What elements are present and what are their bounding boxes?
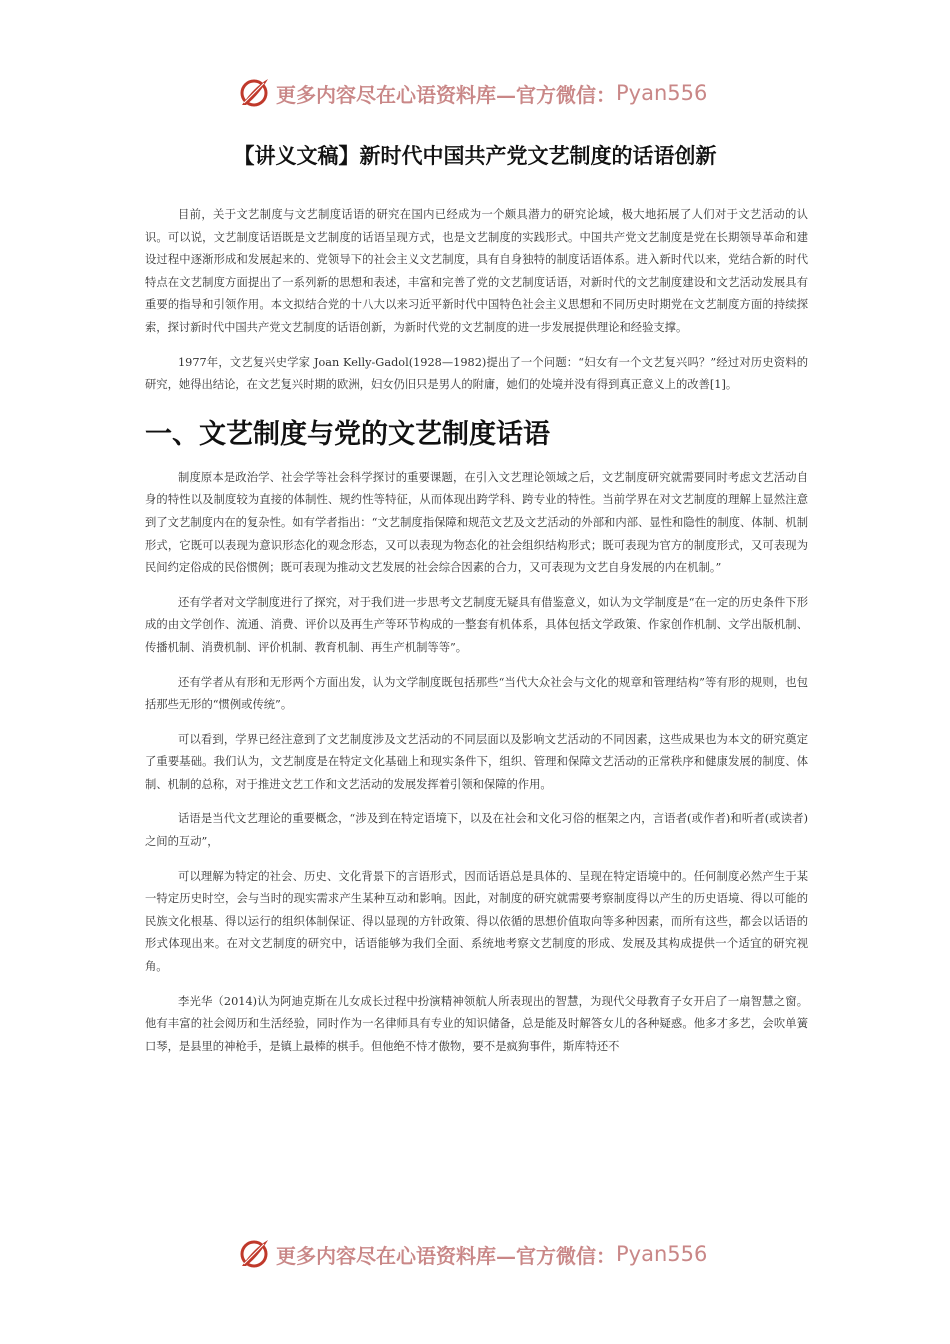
section-1-paragraph-5: 话语是当代文艺理论的重要概念，“涉及到在特定语境下，以及在社会和文化习俗的框架之内，言语者(或作者)和听者(或读者)之间的互动”， <box>145 812 808 849</box>
banner-content <box>236 1232 707 1276</box>
banner-wechat-id: Pyan556 <box>616 81 708 105</box>
banner-text: 更多内容尽在心语资料库—官方微信： <box>276 82 616 107</box>
document-body <box>145 204 808 1070</box>
section-1-paragraph-6: 可以理解为特定的社会、历史、文化背景下的言语形式，因而话语总是具体的、呈现在特定语境中的。任何制度必然产生于某一特定历史时空，会与当时的现实需求产生某种互动和影响。因此，对制度的研究就需要考察制度得以产生的历史语境、得以可能的民族文化根基、得以运行的组织体制保证、得以显现的方针政策、得以依循的思想价值取向等多种因素，而所有这些，都会以话语的形式体现出来。在对文艺制度的研究中，话语能够为我们全面、系统地考察文艺制度的形成、发展及其构成提供一个适宜的研究视角。 <box>145 869 808 974</box>
feather-logo-icon <box>236 75 272 111</box>
section-1-paragraph-4: 可以看到，学界已经注意到了文艺制度涉及文艺活动的不同层面以及影响文艺活动的不同因素，这些成果也为本文的研究奠定了重要基础。我们认为，文艺制度是在特定文化基础上和现实条件下，组织、管理和保障文艺活动的正常秩序和健康发展的制度、体制、机制的总称，对于推进文艺工作和文艺活动的发展发挥着引领和保障的作用。 <box>145 732 808 791</box>
document-title: 【讲义文稿】新时代中国共产党文艺制度的话语创新 <box>233 144 717 168</box>
banner-content <box>236 71 707 115</box>
banner-text: 更多内容尽在心语资料库—官方微信： <box>276 1243 616 1268</box>
header-banner <box>0 71 950 115</box>
feather-logo-icon <box>236 1236 272 1272</box>
section-1-paragraph-1: 制度原本是政治学、社会学等社会科学探讨的重要课题，在引入文艺理论领域之后，文艺制度研究就需要同时考虑文艺活动自身的特性以及制度较为直接的体制性、规约性等特征，从而体现出跨学科、跨专业的特性。当前学界在对文艺制度的理解上显然注意到了文艺制度内在的复杂性。如有学者指出：“文艺制度指保障和规范文艺及文艺活动的外部和内部、显性和隐性的制度、体制、机制形式，它既可以表现为意识形态化的观念形态，又可以表现为物态化的社会组织结构形式；既可表现为官方的制度形式，又可表现为民间约定俗成的民俗惯例；既可表现为推动文艺发展的社会综合因素的合力，又可表现为文艺自身发展的内在机制。” <box>145 470 808 575</box>
section-1-heading: 一、文艺制度与党的文艺制度话语 <box>145 418 550 450</box>
intro-paragraph-1: 目前，关于文艺制度与文艺制度话语的研究在国内已经成为一个颇具潜力的研究论域，极大地拓展了人们对于文艺活动的认识。可以说，文艺制度话语既是文艺制度的话语呈现方式，也是文艺制度的实践形式。中国共产党文艺制度是党在长期领导革命和建设过程中逐渐形成和发展起来的、党领导下的社会主义文艺制度，具有自身独特的制度话语体系。进入新时代以来，党结合新的时代特点在文艺制度方面提出了一系列新的思想和表述，丰富和完善了党的文艺制度话语，对新时代的文艺制度建设和文艺活动发展具有重要的指导和引领作用。本文拟结合党的十八大以来习近平新时代中国特色社会主义思想和不同历史时期党在文艺制度方面的持续探索，探讨新时代中国共产党文艺制度的话语创新，为新时代党的文艺制度的进一步发展提供理论和经验支撑。 <box>145 208 808 334</box>
section-1-paragraph-3: 还有学者从有形和无形两个方面出发，认为文学制度既包括那些“当代大众社会与文化的规章和管理结构”等有形的规则，也包括那些无形的“惯例或传统”。 <box>145 675 808 712</box>
banner-wechat-id: Pyan556 <box>616 1242 708 1266</box>
footer-banner <box>0 1232 950 1276</box>
intro-paragraph-2: 1977年，文艺复兴史学家 Joan Kelly-Gadol(1928—1982)提出了一个问题：“妇女有一个文艺复兴吗？”经过对历史资料的研究，她得出结论，在文艺复兴时期的欧洲，妇女仍旧只是男人的附庸，她们的处境并没有得到真正意义上的改善[1]。 <box>145 355 808 392</box>
section-1-paragraph-7: 李光华（2014)认为阿迪克斯在儿女成长过程中扮演精神领航人所表现出的智慧，为现代父母教育子女开启了一扇智慧之窗。他有丰富的社会阅历和生活经验，同时作为一名律师具有专业的知识储备，总是能及时解答女儿的各种疑惑。他多才多艺，会吹单簧口琴，是县里的神枪手，是镇上最棒的棋手。但他绝不恃才傲物，要不是疯狗事件，斯库特还不 <box>145 994 808 1053</box>
section-1-paragraph-2: 还有学者对文学制度进行了探究，对于我们进一步思考文艺制度无疑具有借鉴意义，如认为文学制度是“在一定的历史条件下形成的由文学创作、流通、消费、评价以及再生产等环节构成的一整套有机体系，具体包括文学政策、作家创作机制、文学出版机制、传播机制、消费机制、评价机制、教育机制、再生产机制等等”。 <box>145 595 808 654</box>
